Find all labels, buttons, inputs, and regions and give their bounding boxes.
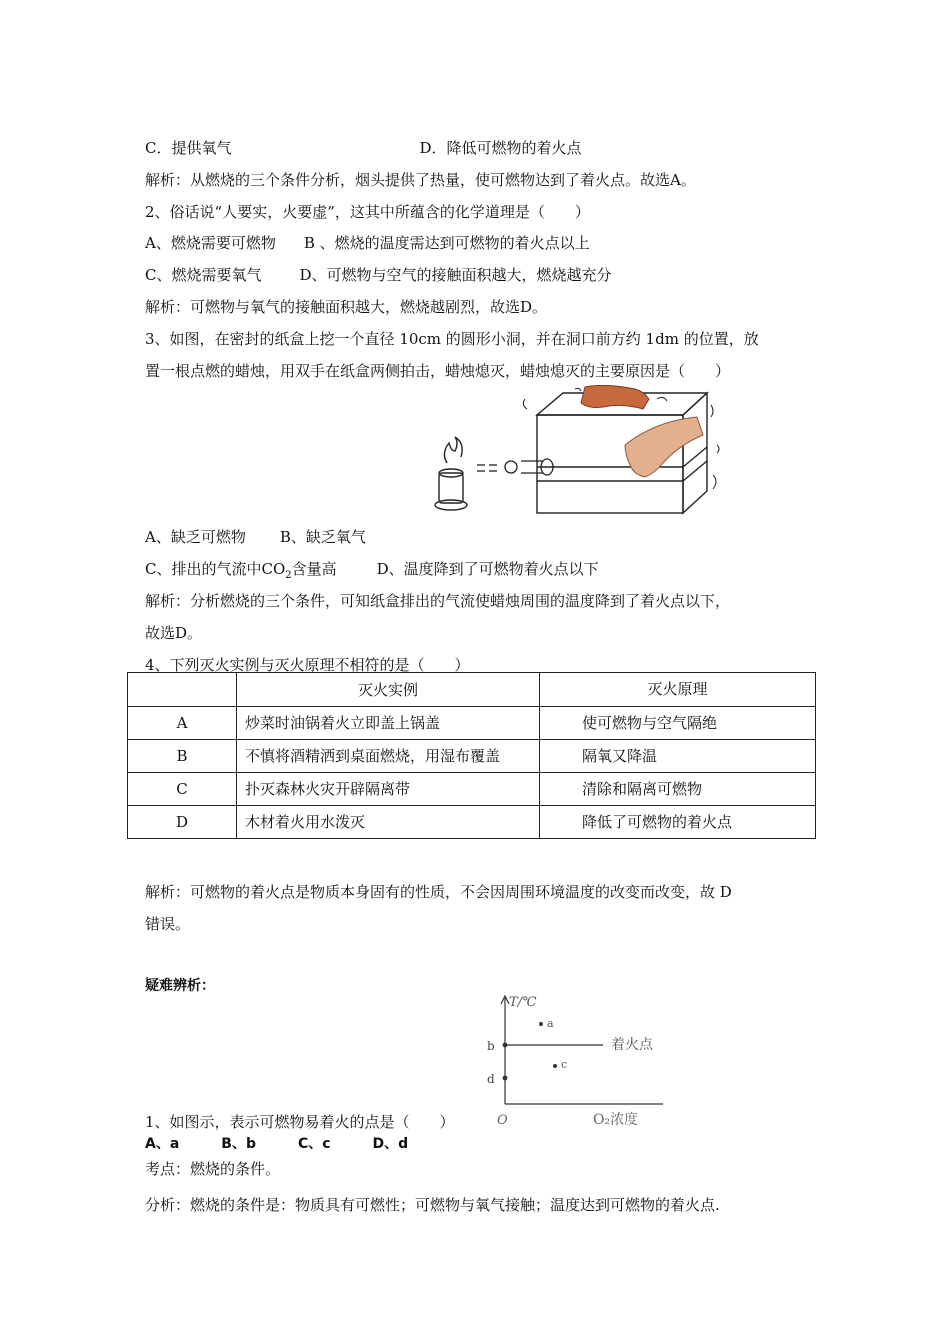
q3-stem-line2: 置一根点燃的蜡烛，用双手在纸盒两侧拍击，蜡烛熄灭，蜡烛熄灭的主要原因是（ ） bbox=[145, 362, 731, 380]
difficult-heading: 疑难辨析： bbox=[145, 978, 215, 994]
d1-kaodian: 考点：燃烧的条件。 bbox=[145, 1160, 281, 1178]
candle-box-figure bbox=[425, 385, 730, 515]
q2-option-d: D、可燃物与空气的接触面积越大，燃烧越充分 bbox=[299, 266, 612, 284]
q2-options-cd bbox=[145, 265, 612, 285]
paper-box bbox=[537, 393, 707, 513]
origin-label: O bbox=[497, 1113, 508, 1128]
table-cell: B bbox=[128, 740, 237, 773]
q2-options-ab bbox=[145, 233, 590, 253]
ignition-line-label: 着火点 bbox=[611, 1037, 653, 1053]
table-row bbox=[128, 806, 816, 839]
table-row bbox=[128, 773, 816, 806]
table-row bbox=[128, 707, 816, 740]
q3-options-cd bbox=[145, 559, 599, 586]
table-cell: C bbox=[128, 773, 237, 806]
d1-fenxi: 分析：燃烧的条件是：物质具有可燃性；可燃物与氧气接触；温度达到可燃物的着火点. bbox=[145, 1196, 720, 1214]
d1-options: A、a B、b C、c D、d bbox=[145, 1136, 409, 1152]
q3-option-c: C、排出的气流中$CO_2$含量高 bbox=[145, 560, 337, 581]
point-b-label: b bbox=[487, 1039, 495, 1053]
q2-stem: 2、俗话说“人要实，火要虚”，这其中所蕴含的化学道理是（ ） bbox=[145, 203, 590, 221]
q3-analysis-line2: 故选D。 bbox=[145, 624, 203, 642]
point-c-label: c bbox=[561, 1058, 568, 1071]
table-header-cell: 灭火实例 bbox=[237, 673, 540, 707]
q1-option-c: C．提供氧气 bbox=[145, 139, 232, 157]
q4-analysis-line2: 错误。 bbox=[145, 915, 191, 933]
table-header-cell: 灭火原理 bbox=[540, 673, 816, 707]
hand-side-icon bbox=[625, 417, 703, 477]
q3-option-d: D、温度降到了可燃物着火点以下 bbox=[376, 560, 599, 578]
table-cell: 扑灭森林火灾开辟隔离带 bbox=[237, 773, 540, 806]
q1-analysis: 解析：从燃烧的三个条件分析，烟头提供了热量，使可燃物达到了着火点。故选A。 bbox=[145, 171, 696, 189]
table-cell: 炒菜时油锅着火立即盖上锅盖 bbox=[237, 707, 540, 740]
table-cell: 降低了可燃物的着火点 bbox=[540, 806, 816, 839]
q4-table bbox=[127, 672, 816, 839]
q2-option-b: B 、燃烧的温度需达到可燃物的着火点以上 bbox=[303, 234, 590, 252]
point-c bbox=[553, 1064, 557, 1068]
point-a-label: a bbox=[547, 1017, 554, 1030]
q2-option-c: C、燃烧需要氧气 bbox=[145, 266, 262, 284]
ignition-graph bbox=[483, 990, 673, 1130]
point-d bbox=[503, 1076, 508, 1081]
table-header-cell bbox=[128, 673, 237, 707]
q3-stem-line1: 3、如图，在密封的纸盒上挖一个直径 10cm 的圆形小洞，并在洞口前方约 1dm 的位置，放 bbox=[145, 330, 759, 348]
q3-analysis-line1: 解析：分析燃烧的三个条件，可知纸盒排出的气流使蜡烛周围的温度降到了着火点以下， bbox=[145, 592, 731, 610]
q3-options-ab bbox=[145, 527, 366, 547]
x-axis-label: O₂浓度 bbox=[593, 1112, 639, 1128]
q2-analysis: 解析：可燃物与氧气的接触面积越大，燃烧越剧烈，故选D。 bbox=[145, 298, 548, 316]
table-header-row bbox=[128, 673, 816, 707]
table-cell: 不慎将酒精洒到桌面燃烧，用湿布覆盖 bbox=[237, 740, 540, 773]
table-cell: 隔氧又降温 bbox=[540, 740, 816, 773]
d1-stem: 1、如图示，表示可燃物易着火的点是（ ） bbox=[145, 1113, 455, 1131]
q4-analysis-line1: 解析：可燃物的着火点是物质本身固有的性质，不会因周围环境温度的改变而改变，故 D bbox=[145, 883, 732, 901]
q4-stem: 4、下列灭火实例与灭火原理不相符的是（ ） bbox=[145, 656, 470, 674]
q1-option-d: D．降低可燃物的着火点 bbox=[419, 139, 582, 157]
q3-option-b: B、缺乏氧气 bbox=[279, 528, 366, 546]
q3-option-a: A、缺乏可燃物 bbox=[145, 528, 246, 546]
y-axis-label: T/℃ bbox=[509, 995, 537, 1010]
table-row bbox=[128, 740, 816, 773]
table-cell: D bbox=[128, 806, 237, 839]
table-cell: 木材着火用水泼灭 bbox=[237, 806, 540, 839]
table-cell: A bbox=[128, 707, 237, 740]
q2-option-a: A、燃烧需要可燃物 bbox=[145, 234, 276, 252]
hand-top-icon bbox=[581, 385, 649, 409]
point-d-label: d bbox=[487, 1072, 495, 1086]
table-cell: 使可燃物与空气隔绝 bbox=[540, 707, 816, 740]
q1-options-cd bbox=[145, 138, 582, 158]
point-a bbox=[539, 1022, 543, 1026]
candle-icon bbox=[435, 437, 467, 510]
table-cell: 清除和隔离可燃物 bbox=[540, 773, 816, 806]
point-b bbox=[503, 1043, 508, 1048]
